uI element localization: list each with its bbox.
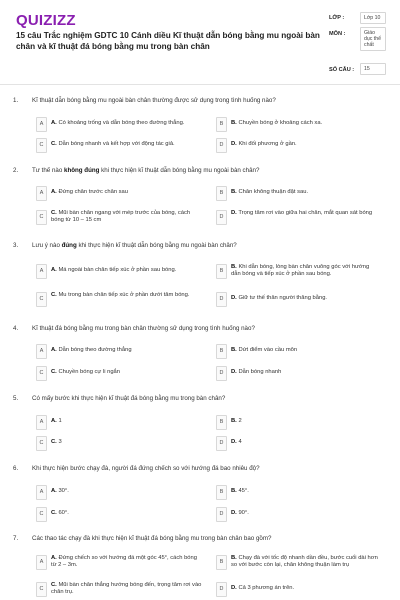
- header-divider: [0, 84, 400, 85]
- option-text: Chuyền bóng cự li ngắn: [58, 369, 121, 375]
- option-d[interactable]: D D. 4: [216, 436, 376, 451]
- option-text: Giữ tư thế thân người thăng bằng.: [238, 295, 328, 301]
- option-letter-box: B: [216, 264, 227, 279]
- question-count-label: SỐ CÂU :: [329, 67, 355, 73]
- option-letter-box: D: [216, 210, 227, 225]
- option-c[interactable]: C C. 3: [36, 436, 211, 451]
- option-text: Đứng chân trước chân sau: [58, 189, 129, 195]
- option-letter-box: B: [216, 186, 227, 201]
- option-letter-box: B: [216, 485, 227, 500]
- option-letter-box: A: [36, 555, 47, 570]
- quizizz-logo: QUIZIZZ: [16, 12, 76, 29]
- option-text: 1: [58, 418, 62, 424]
- option-text: Dẫn bóng nhanh: [238, 369, 282, 375]
- option-a[interactable]: A A. Má ngoài bàn chân tiếp xúc ở phần sau bóng.: [36, 264, 211, 279]
- class-value: Lớp 10: [360, 12, 386, 24]
- option-text: Có khoảng trống và dẫn bóng theo đường thẳng.: [58, 120, 185, 126]
- option-c[interactable]: C C. 60°.: [36, 507, 211, 522]
- option-letter-box: A: [36, 485, 47, 500]
- option-b[interactable]: B B. Chuyền bóng ở khoảng cách xa.: [216, 117, 376, 132]
- worksheet-title: 15 câu Trắc nghiệm GDTC 10 Cánh diều Kĩ thuật dẫn bóng bằng mu ngoài bàn chân và kĩ thuật đá bóng bằng mu trong bàn chân: [16, 31, 320, 51]
- question-number: 4.: [13, 325, 19, 332]
- option-letter-box: C: [36, 210, 47, 225]
- question-number: 6.: [13, 465, 19, 472]
- question-number: 1.: [13, 97, 19, 104]
- option-b[interactable]: B B. 45°.: [216, 485, 376, 500]
- question-count-value: 15: [360, 63, 386, 75]
- option-a[interactable]: A A. 1: [36, 415, 211, 430]
- option-text: Mu trong bàn chân tiếp xúc ở phần dưới tâm bóng.: [58, 292, 190, 298]
- option-text: Dẫn bóng theo đường thẳng: [58, 347, 132, 353]
- option-text: 90°.: [238, 510, 249, 516]
- option-d[interactable]: D D. Khi đối phương ở gần.: [216, 138, 376, 153]
- option-letter-box: D: [216, 436, 227, 451]
- option-text: Dứt điểm vào cầu môn: [238, 347, 298, 353]
- option-text: 60°.: [58, 510, 69, 516]
- question-text: Các thao tác chạy đà khi thực hiện kĩ thuật đá bóng bằng mu trong bàn chân bao gồm?: [32, 535, 272, 542]
- option-a[interactable]: A A. Đứng chân trước chân sau: [36, 186, 211, 201]
- question-number: 7.: [13, 535, 19, 542]
- option-text: Khi đối phương ở gần.: [238, 141, 297, 147]
- question-number: 3.: [13, 242, 19, 249]
- option-d[interactable]: D D. Trọng tâm rơi vào giữa hai chân, mắt quan sát bóng: [216, 210, 376, 225]
- option-letter-box: A: [36, 186, 47, 201]
- option-a[interactable]: A A. Đứng chếch so với hướng đá một góc 45°, cách bóng từ 2 – 3m.: [36, 555, 211, 570]
- question-text: Tư thế nào không đúng khi thực hiện kĩ thuật dẫn bóng bằng mu ngoài bàn chân?: [32, 167, 260, 174]
- option-text: Trọng tâm rơi vào giữa hai chân, mắt quan sát bóng: [238, 210, 373, 216]
- question-number: 5.: [13, 395, 19, 402]
- option-letter-box: D: [216, 292, 227, 307]
- subject-label: MÔN :: [329, 31, 346, 37]
- option-d[interactable]: D D. Dẫn bóng nhanh: [216, 366, 376, 381]
- option-text: Khi dẫn bóng, lòng bàn chân vuông góc với hướng dẫn bóng và tiếp xúc ở phần sau bóng.: [231, 264, 370, 277]
- option-letter-box: C: [36, 436, 47, 451]
- option-letter-box: A: [36, 344, 47, 359]
- option-a[interactable]: A A. Có khoảng trống và dẫn bóng theo đường thẳng.: [36, 117, 211, 132]
- option-letter-box: B: [216, 415, 227, 430]
- option-text: Chạy đà với tốc độ nhanh dần đều, bước cuối dài hơn so với bước còn lại, chân không thuận làm trụ: [231, 555, 378, 568]
- option-text: Chuyền bóng ở khoảng cách xa.: [238, 120, 323, 126]
- option-letter-box: B: [216, 555, 227, 570]
- option-a[interactable]: A A. Dẫn bóng theo đường thẳng: [36, 344, 211, 359]
- question-text: Lưu ý nào đúng khi thực hiện kĩ thuật dẫn bóng bằng mu ngoài bàn chân?: [32, 242, 237, 249]
- option-d[interactable]: D D. Giữ tư thế thân người thăng bằng.: [216, 292, 376, 307]
- option-letter-box: D: [216, 507, 227, 522]
- option-text: 3: [58, 439, 62, 445]
- option-text: 2: [238, 418, 242, 424]
- option-letter-box: A: [36, 117, 47, 132]
- option-a[interactable]: A A. 30°.: [36, 485, 211, 500]
- option-b[interactable]: B B. Dứt điểm vào cầu môn: [216, 344, 376, 359]
- option-b[interactable]: B B. Khi dẫn bóng, lòng bàn chân vuông góc với hướng dẫn bóng và tiếp xúc ở phần sau bóng.: [216, 264, 376, 279]
- subject-value: Giáo dục thể chất: [360, 27, 386, 51]
- option-text: Dẫn bóng nhanh và kết hợp với động tác giả.: [58, 141, 175, 147]
- option-letter-box: C: [36, 366, 47, 381]
- option-text: Mũi bàn chân thẳng hướng bóng đến, trọng tâm rơi vào chân trụ.: [51, 582, 202, 595]
- question-text: Kĩ thuật đá bóng bằng mu trong bàn chân thường sử dụng trong tình huống nào?: [32, 325, 255, 332]
- option-c[interactable]: C C. Mũi bàn chân thẳng hướng bóng đến, trọng tâm rơi vào chân trụ.: [36, 582, 211, 597]
- option-text: Cả 3 phương án trên.: [238, 585, 295, 591]
- question-number: 2.: [13, 167, 19, 174]
- option-d[interactable]: D D. Cả 3 phương án trên.: [216, 582, 376, 597]
- question-text: Kĩ thuật dẫn bóng bằng mu ngoài bàn chân thường được sử dụng trong tình huống nào?: [32, 97, 276, 104]
- option-letter-box: B: [216, 344, 227, 359]
- question-text: Có mấy bước khi thực hiện kĩ thuật đá bóng bằng mu trong bàn chân?: [32, 395, 226, 402]
- option-text: Má ngoài bàn chân tiếp xúc ở phần sau bóng.: [58, 267, 177, 273]
- option-d[interactable]: D D. 90°.: [216, 507, 376, 522]
- option-b[interactable]: B B. 2: [216, 415, 376, 430]
- option-letter-box: A: [36, 264, 47, 279]
- option-c[interactable]: C C. Dẫn bóng nhanh và kết hợp với động tác giả.: [36, 138, 211, 153]
- option-text: 4: [238, 439, 242, 445]
- option-letter-box: B: [216, 117, 227, 132]
- option-text: Đứng chếch so với hướng đá một góc 45°, cách bóng từ 2 – 3m.: [51, 555, 197, 568]
- option-letter-box: C: [36, 292, 47, 307]
- option-letter-box: D: [216, 582, 227, 597]
- option-text: Chân không thuận đặt sau.: [238, 189, 309, 195]
- option-c[interactable]: C C. Mũi bàn chân ngang với mép trước của bóng, cách bóng từ 10 – 15 cm: [36, 210, 211, 225]
- option-letter-box: A: [36, 415, 47, 430]
- question-text: Khi thực hiện bước chạy đà, người đá đứng chếch so với hướng đá bao nhiêu độ?: [32, 465, 260, 472]
- option-letter-box: C: [36, 138, 47, 153]
- option-text: 45°.: [238, 488, 249, 494]
- option-letter-box: D: [216, 366, 227, 381]
- option-c[interactable]: C C. Mu trong bàn chân tiếp xúc ở phần dưới tâm bóng.: [36, 292, 211, 307]
- option-b[interactable]: B B. Chạy đà với tốc độ nhanh dần đều, bước cuối dài hơn so với bước còn lại, chân không thuận làm trụ: [216, 555, 376, 570]
- option-b[interactable]: B B. Chân không thuận đặt sau.: [216, 186, 376, 201]
- option-letter-box: C: [36, 582, 47, 597]
- option-c[interactable]: C C. Chuyền bóng cự li ngắn: [36, 366, 211, 381]
- option-text: Mũi bàn chân ngang với mép trước của bóng, cách bóng từ 10 – 15 cm: [51, 210, 191, 223]
- option-text: 30°.: [58, 488, 69, 494]
- option-letter-box: C: [36, 507, 47, 522]
- class-label: LỚP :: [329, 15, 345, 21]
- option-letter-box: D: [216, 138, 227, 153]
